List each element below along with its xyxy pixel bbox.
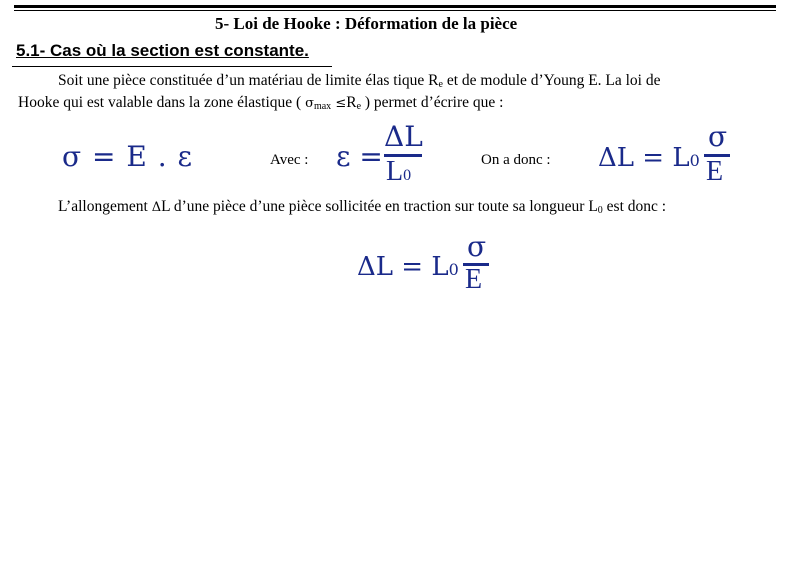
delta-symbol: Δ: [151, 200, 162, 215]
epsilon-numerator: ΔL: [384, 120, 423, 153]
conclusion-line: [58, 198, 666, 216]
subtitle-underline: [12, 66, 332, 67]
intro-line-1: [58, 72, 661, 90]
final-numerator: σ: [467, 230, 487, 263]
conclusion-text-a: L’allongement: [58, 198, 152, 215]
intro-text-d: ) permet d’écrire que :: [361, 94, 504, 111]
top-rule-thick: [14, 5, 776, 8]
section-subtitle: 5.1- Cas où la section est constante.: [16, 41, 309, 60]
conclusion-text-b: L d’une pièce d’une pièce sollicitée en traction sur toute sa longueur L: [161, 198, 598, 215]
epsilon-denominator: [386, 156, 411, 188]
final-lhs-text: ΔL = L: [357, 252, 449, 282]
epsilon-lhs: ε =: [336, 140, 383, 173]
epsilon-den-L: L: [386, 156, 404, 187]
final-formula-lhs: [357, 252, 459, 282]
deltaL-lhs-text: ΔL = L: [598, 143, 690, 173]
intro-text-c: Hooke qui est valable dans la zone élastique (: [18, 94, 306, 111]
avec-label: Avec :: [270, 152, 309, 168]
final-lhs-sub: 0: [448, 260, 459, 279]
final-denominator: E: [465, 264, 483, 295]
deltaL-lhs-sub: 0: [689, 151, 700, 170]
re-subscript: e: [438, 79, 443, 90]
hooke-law-formula: σ = E . ε: [62, 140, 194, 173]
sigma-symbol: σ: [305, 96, 314, 111]
top-rule-thin: [14, 10, 776, 11]
max-subscript: max: [313, 101, 332, 112]
deltaL-lhs: [598, 143, 700, 173]
leq-symbol: ≤: [331, 96, 347, 111]
intro-line-2: [18, 94, 503, 112]
intro-text-a: Soit une pièce constituée d’un matériau de limite élas tique R: [58, 72, 439, 89]
re-symbol: R: [346, 94, 357, 111]
conclusion-text-c: est donc :: [602, 198, 667, 215]
deltaL-denominator: E: [706, 156, 724, 187]
donc-label: On a donc :: [481, 152, 551, 168]
deltaL-numerator: σ: [708, 120, 728, 153]
l0-subscript: 0: [597, 205, 603, 216]
page-title: 5- Loi de Hooke : Déformation de la pièce: [215, 14, 518, 33]
re-subscript-2: e: [356, 101, 362, 112]
epsilon-den-sub: 0: [403, 167, 412, 184]
intro-text-b: et de module d’Young E. La loi de: [442, 72, 661, 89]
